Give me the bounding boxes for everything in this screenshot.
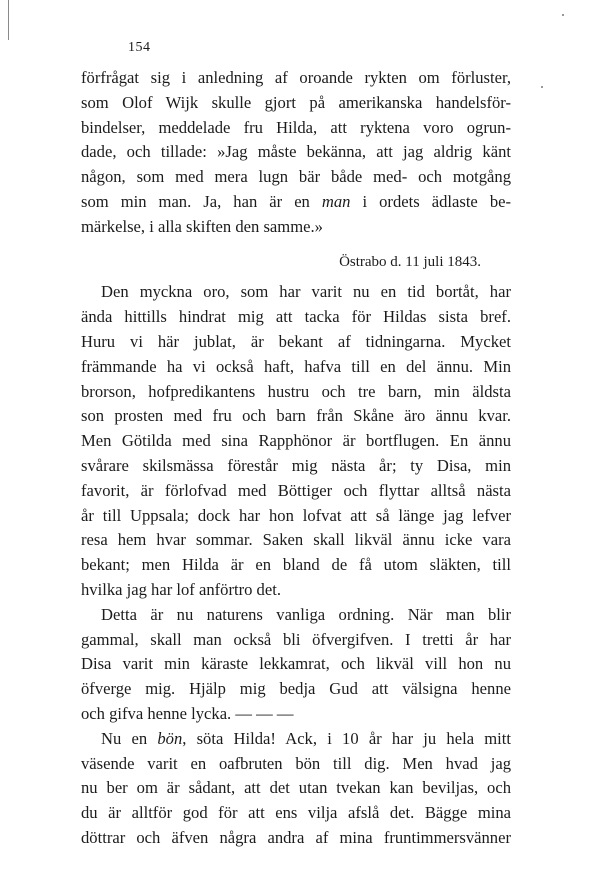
text-line: Detta är nu naturens vanliga ordning. När man blir	[101, 604, 511, 624]
letter-dateline: Östrabo d. 11 juli 1843.	[339, 253, 481, 270]
text-line: döttrar och äfven några andra af mina fruntimmersvänner	[81, 827, 511, 847]
scan-speck	[562, 14, 564, 16]
text-line: märkelse, i alla skiften den samme.»	[81, 216, 323, 236]
text-line	[81, 190, 511, 215]
text-line	[81, 727, 511, 752]
text-line: hvilka jag har lof anförtro det.	[81, 579, 281, 599]
page-body	[81, 66, 511, 851]
text-line: svårare skilsmässa förestår mig nästa år; ty Disa, min	[81, 455, 511, 475]
text-line: år till Uppsala; dock har hon lofvat att så länge jag lefver	[81, 505, 511, 525]
text-line: resa hem hvar sommar. Saken skall likväl ännu icke vara	[81, 530, 511, 550]
text-line: ända hittills hindrat mig att tacka för Hildas sista bref.	[81, 307, 511, 327]
text-line: Men Götilda med sina Rapphönor är bortflugen. En ännu	[81, 431, 511, 451]
text-run: som min man. Ja, han är en	[81, 191, 322, 211]
paragraph-1	[81, 66, 511, 240]
text-line: Huru vi här jublat, är bekant af tidningarna. Mycket	[81, 331, 511, 351]
text-line: främmande ha vi också haft, hafva till en del ännu. Min	[81, 356, 511, 376]
text-line: favorit, är förlofvad med Böttiger och flyttar alltså nästa	[81, 480, 511, 500]
text-line: gammal, skall man också bli öfvergifven. I tretti år har	[81, 629, 511, 649]
text-line: bindelser, meddelade fru Hilda, att ryktena voro ogrun-	[81, 117, 511, 137]
text-run: , söta Hilda! Ack, i 10 år har ju hela mitt	[182, 728, 511, 748]
text-line: bekant; men Hilda är en bland de få utom släkten, till	[81, 555, 511, 575]
text-run: Nu en	[101, 728, 158, 748]
text-line: dade, och tillade: »Jag måste bekänna, att jag aldrig känt	[81, 142, 511, 162]
text-line: brorson, hofpredikantens hustru och tre barn, min äldsta	[81, 381, 511, 401]
scan-edge-line	[8, 0, 9, 40]
text-line: förfrågat sig i anledning af oroande rykten om förluster,	[81, 68, 511, 87]
paragraph-3	[81, 603, 511, 727]
page-number: 154	[128, 40, 151, 55]
text-run: i ordets ädlaste be-	[350, 191, 512, 211]
text-line: son prosten med fru och barn från Skåne äro ännu kvar.	[81, 406, 511, 426]
text-line: som Olof Wijk skulle gjort på amerikanska handelsför-	[81, 92, 511, 112]
paragraph-4	[81, 727, 511, 851]
text-line: Den myckna oro, som har varit nu en tid bortåt, har	[101, 282, 511, 302]
text-line: och gifva henne lycka. — — —	[81, 703, 294, 723]
text-line: nu ber om är sådant, att det utan tvekan kan beviljas, och	[81, 778, 511, 798]
scan-speck	[541, 86, 543, 88]
text-line: öfverge mig. Hjälp mig bedja Gud att välsigna henne	[81, 679, 511, 699]
text-line: väsende varit en oafbruten bön till dig. Men hvad jag	[81, 753, 511, 773]
text-line: någon, som med mera lugn bär både med- och motgång	[81, 167, 511, 187]
emphasized-word: bön	[157, 728, 183, 748]
emphasized-word: man	[321, 191, 351, 211]
paragraph-2	[81, 280, 511, 602]
text-line: Disa varit min käraste lekkamrat, och likväl vill hon nu	[81, 654, 511, 674]
text-line: du är alltför god för att ens vilja afslå det. Bägge mina	[81, 803, 511, 823]
